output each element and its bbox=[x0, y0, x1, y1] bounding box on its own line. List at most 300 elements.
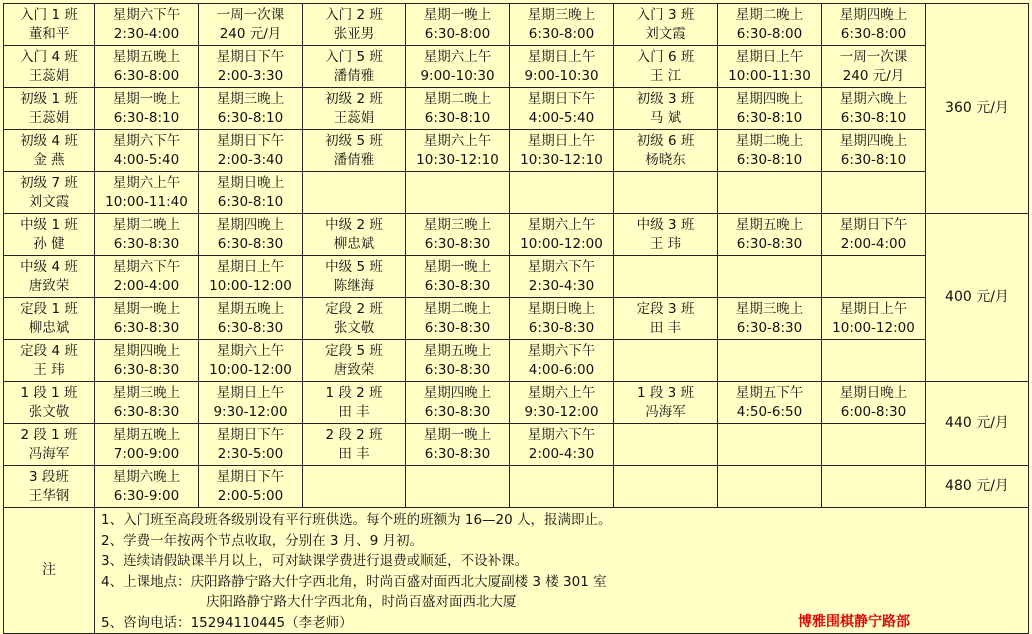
weekday-slot: 星期五下午 bbox=[735, 384, 804, 401]
weekday-slot: 星期日上午 bbox=[735, 48, 804, 65]
time-range: 6:30-8:30 bbox=[424, 445, 491, 462]
time-range: 4:00-5:40 bbox=[113, 151, 180, 168]
schedule-row bbox=[4, 340, 1029, 382]
time-range: 10:30-12:10 bbox=[416, 151, 499, 168]
schedule-row bbox=[4, 172, 1029, 214]
time-cell bbox=[822, 424, 926, 466]
time-range: 9:30-12:00 bbox=[524, 403, 599, 420]
time-range: 6:30-8:30 bbox=[736, 235, 803, 252]
time-range: 2:00-4:00 bbox=[840, 235, 907, 252]
class-name: 中级 4 班 bbox=[20, 258, 78, 275]
weekday-slot: 星期六上午 bbox=[423, 48, 492, 65]
teacher-name: 潘倩雅 bbox=[333, 67, 375, 84]
time-range: 6:00-8:30 bbox=[840, 403, 907, 420]
weekday-slot: 一周一次课 bbox=[839, 48, 908, 65]
schedule-row bbox=[4, 382, 1029, 424]
time-range: 4:00-6:00 bbox=[528, 361, 595, 378]
time-cell bbox=[718, 88, 822, 130]
time-cell bbox=[718, 256, 822, 298]
class-cell bbox=[4, 382, 95, 424]
time-cell bbox=[406, 298, 510, 340]
schedule-row bbox=[4, 214, 1029, 256]
weekday-slot: 星期六下午 bbox=[527, 342, 596, 359]
schedule-row bbox=[4, 424, 1029, 466]
class-name: 入门 1 班 bbox=[20, 6, 78, 23]
time-cell bbox=[406, 382, 510, 424]
class-cell bbox=[614, 340, 718, 382]
class-cell bbox=[303, 4, 406, 46]
teacher-name: 王 江 bbox=[649, 67, 682, 84]
time-cell bbox=[510, 298, 614, 340]
time-range: 10:00-11:30 bbox=[728, 67, 811, 84]
weekday-slot: 星期二晚上 bbox=[735, 132, 804, 149]
note-line: 5、咨询电话：15294110445（李老师） bbox=[101, 614, 353, 631]
time-cell bbox=[510, 340, 614, 382]
time-cell bbox=[95, 88, 199, 130]
schedule-row bbox=[4, 298, 1029, 340]
class-cell bbox=[303, 214, 406, 256]
teacher-name: 唐致荣 bbox=[28, 277, 70, 294]
weekday-slot: 星期一晚上 bbox=[112, 300, 181, 317]
class-name: 中级 5 班 bbox=[325, 258, 383, 275]
weekday-slot: 星期五晚上 bbox=[112, 426, 181, 443]
teacher-name: 王蕊娟 bbox=[28, 109, 70, 126]
class-cell bbox=[614, 256, 718, 298]
teacher-name: 陈继海 bbox=[333, 277, 375, 294]
weekday-slot: 星期六晚上 bbox=[112, 468, 181, 485]
class-name: 3 段班 bbox=[29, 468, 69, 485]
weekday-slot: 星期日下午 bbox=[216, 468, 285, 485]
time-range: 2:00-3:40 bbox=[217, 151, 284, 168]
weekday-slot: 星期一晚上 bbox=[423, 6, 492, 23]
weekday-slot: 星期日上午 bbox=[839, 300, 908, 317]
note-line: 4、上课地点：庆阳路静宁路大什字西北角，时尚百盛对面西北大厦副楼 3 楼 301 室 bbox=[101, 573, 607, 590]
weekday-slot: 星期日晚上 bbox=[527, 300, 596, 317]
time-cell bbox=[199, 340, 303, 382]
time-range: 10:00-12:00 bbox=[832, 319, 915, 336]
note-line: 1、入门班至高段班各级别设有平行班供选。每个班的班额为 16—20 人，报满即止。 bbox=[101, 512, 612, 528]
class-name: 入门 5 班 bbox=[325, 48, 383, 65]
time-range: 240 元/月 bbox=[842, 67, 905, 84]
class-name: 1 段 3 班 bbox=[636, 384, 695, 401]
time-range: 6:30-8:10 bbox=[217, 193, 284, 210]
time-range: 2:00-5:00 bbox=[217, 487, 284, 504]
time-cell bbox=[95, 172, 199, 214]
weekday-slot: 星期六上午 bbox=[423, 132, 492, 149]
time-range: 9:30-12:00 bbox=[213, 403, 288, 420]
time-cell bbox=[406, 4, 510, 46]
class-name: 2 段 1 班 bbox=[20, 426, 78, 443]
teacher-name: 孙 健 bbox=[33, 235, 65, 252]
class-cell bbox=[303, 340, 406, 382]
class-name: 初级 5 班 bbox=[325, 132, 383, 149]
time-range: 6:30-8:30 bbox=[113, 319, 180, 336]
class-cell bbox=[4, 214, 95, 256]
class-name: 1 段 2 班 bbox=[325, 384, 383, 401]
schedule-row bbox=[4, 88, 1029, 130]
weekday-slot: 星期六下午 bbox=[527, 426, 596, 443]
time-cell bbox=[822, 46, 926, 88]
class-name: 中级 1 班 bbox=[20, 216, 78, 233]
class-name: 初级 7 班 bbox=[20, 174, 78, 191]
teacher-name: 刘文霞 bbox=[645, 25, 686, 42]
weekday-slot: 星期五晚上 bbox=[423, 342, 492, 359]
weekday-slot: 星期五晚上 bbox=[112, 48, 181, 65]
teacher-name: 柳忠斌 bbox=[333, 235, 375, 252]
time-range: 6:30-8:10 bbox=[424, 109, 491, 126]
weekday-slot: 星期一晚上 bbox=[112, 90, 181, 107]
note-line: 2、学费一年按两个节点收取，分别在 3 月、9 月初。 bbox=[101, 532, 424, 549]
time-range: 6:30-8:30 bbox=[113, 403, 180, 420]
weekday-slot: 星期二晚上 bbox=[423, 90, 492, 107]
class-cell bbox=[4, 298, 95, 340]
time-range: 6:30-8:30 bbox=[217, 235, 284, 252]
time-range: 6:30-8:30 bbox=[217, 319, 284, 336]
time-cell bbox=[199, 214, 303, 256]
time-range: 4:00-5:40 bbox=[528, 109, 595, 126]
monthly-price: 400 元/月 bbox=[926, 214, 1029, 382]
time-range: 6:30-8:30 bbox=[528, 319, 595, 336]
class-cell bbox=[4, 466, 95, 508]
weekday-slot: 星期日下午 bbox=[216, 426, 285, 443]
class-cell bbox=[303, 46, 406, 88]
time-range: 10:30-12:10 bbox=[520, 151, 603, 168]
class-name: 2 段 2 班 bbox=[325, 426, 383, 443]
weekday-slot: 一周一次课 bbox=[216, 6, 285, 23]
time-cell bbox=[199, 4, 303, 46]
class-cell bbox=[614, 382, 718, 424]
time-range: 10:00-12:00 bbox=[209, 361, 292, 378]
class-name: 初级 4 班 bbox=[20, 132, 78, 149]
time-range: 6:30-8:00 bbox=[424, 25, 491, 42]
class-cell bbox=[303, 256, 406, 298]
class-cell bbox=[614, 46, 718, 88]
time-cell bbox=[95, 382, 199, 424]
time-cell bbox=[718, 46, 822, 88]
weekday-slot: 星期六下午 bbox=[112, 132, 181, 149]
teacher-name: 潘倩雅 bbox=[333, 151, 375, 168]
class-cell bbox=[303, 298, 406, 340]
teacher-name: 金 燕 bbox=[33, 151, 65, 168]
class-name: 入门 4 班 bbox=[20, 48, 78, 65]
weekday-slot: 星期日下午 bbox=[216, 132, 285, 149]
time-cell bbox=[199, 424, 303, 466]
weekday-slot: 星期一晚上 bbox=[423, 258, 492, 275]
note-line: 3、连续请假缺课半月以上，可对缺课学费进行退费或顺延，不设补课。 bbox=[101, 553, 529, 569]
teacher-name: 刘文霞 bbox=[28, 193, 70, 210]
time-range: 6:30-8:30 bbox=[113, 235, 180, 252]
time-cell bbox=[718, 214, 822, 256]
teacher-name: 田 丰 bbox=[338, 445, 370, 462]
time-cell bbox=[510, 4, 614, 46]
class-cell bbox=[4, 172, 95, 214]
time-cell bbox=[95, 256, 199, 298]
class-name: 定段 2 班 bbox=[325, 300, 383, 317]
time-range: 6:30-8:00 bbox=[113, 67, 180, 84]
time-range: 2:00-4:00 bbox=[113, 277, 180, 294]
weekday-slot: 星期三晚上 bbox=[735, 300, 804, 317]
time-cell bbox=[822, 382, 926, 424]
time-cell bbox=[406, 88, 510, 130]
time-range: 6:30-8:10 bbox=[840, 109, 907, 126]
class-cell bbox=[614, 172, 718, 214]
time-range: 6:30-8:30 bbox=[424, 403, 491, 420]
time-cell bbox=[199, 382, 303, 424]
class-cell bbox=[4, 424, 95, 466]
class-cell bbox=[303, 172, 406, 214]
time-cell bbox=[822, 172, 926, 214]
weekday-slot: 星期六上午 bbox=[112, 174, 181, 191]
time-cell bbox=[95, 4, 199, 46]
time-cell bbox=[822, 340, 926, 382]
time-range: 6:30-9:00 bbox=[113, 487, 180, 504]
time-range: 9:00-10:30 bbox=[420, 67, 495, 84]
weekday-slot: 星期日下午 bbox=[527, 90, 596, 107]
time-cell bbox=[822, 130, 926, 172]
time-range: 9:00-10:30 bbox=[524, 67, 599, 84]
class-cell bbox=[303, 88, 406, 130]
class-cell bbox=[4, 4, 95, 46]
time-range: 6:30-8:10 bbox=[217, 109, 284, 126]
weekday-slot: 星期三晚上 bbox=[527, 6, 596, 23]
time-cell bbox=[406, 424, 510, 466]
class-cell bbox=[614, 88, 718, 130]
teacher-name: 张亚男 bbox=[333, 25, 375, 42]
time-cell bbox=[510, 130, 614, 172]
time-cell bbox=[95, 466, 199, 508]
time-cell bbox=[718, 4, 822, 46]
class-name: 入门 3 班 bbox=[636, 6, 695, 23]
class-name: 中级 3 班 bbox=[636, 216, 695, 233]
teacher-name: 张文敬 bbox=[333, 319, 375, 336]
time-range: 6:30-8:00 bbox=[840, 25, 907, 42]
time-cell bbox=[718, 298, 822, 340]
time-range: 2:00-4:30 bbox=[528, 445, 595, 462]
weekday-slot: 星期六上午 bbox=[527, 216, 596, 233]
time-cell bbox=[406, 214, 510, 256]
weekday-slot: 星期日晚上 bbox=[839, 384, 908, 401]
time-range: 10:00-12:00 bbox=[520, 235, 603, 252]
schedule-row bbox=[4, 256, 1029, 298]
time-cell bbox=[95, 214, 199, 256]
teacher-name: 唐致荣 bbox=[333, 361, 375, 378]
weekday-slot: 星期五晚上 bbox=[216, 300, 285, 317]
weekday-slot: 星期二晚上 bbox=[735, 6, 804, 23]
weekday-slot: 星期六下午 bbox=[112, 258, 181, 275]
time-range: 7:00-9:00 bbox=[113, 445, 180, 462]
class-cell bbox=[614, 466, 718, 508]
class-name: 1 段 1 班 bbox=[20, 384, 78, 401]
teacher-name: 冯海军 bbox=[645, 403, 686, 420]
weekday-slot: 星期四晚上 bbox=[735, 90, 804, 107]
class-cell bbox=[303, 466, 406, 508]
teacher-name: 董和平 bbox=[28, 25, 70, 42]
weekday-slot: 星期日上午 bbox=[216, 258, 285, 275]
time-cell bbox=[822, 298, 926, 340]
time-range: 6:30-8:00 bbox=[528, 25, 595, 42]
teacher-name: 王蕊娟 bbox=[28, 67, 70, 84]
class-name: 定段 3 班 bbox=[636, 300, 695, 317]
weekday-slot: 星期二晚上 bbox=[423, 300, 492, 317]
weekday-slot: 星期三晚上 bbox=[216, 90, 285, 107]
time-cell bbox=[510, 256, 614, 298]
time-cell bbox=[199, 130, 303, 172]
teacher-name: 田 丰 bbox=[338, 403, 370, 420]
time-cell bbox=[199, 46, 303, 88]
time-cell bbox=[718, 424, 822, 466]
time-cell bbox=[199, 256, 303, 298]
time-cell bbox=[199, 88, 303, 130]
time-range: 10:00-12:00 bbox=[209, 277, 292, 294]
weekday-slot: 星期日上午 bbox=[216, 384, 285, 401]
time-cell bbox=[822, 466, 926, 508]
class-name: 定段 5 班 bbox=[325, 342, 383, 359]
teacher-name: 杨晓东 bbox=[645, 151, 686, 168]
weekday-slot: 星期四晚上 bbox=[839, 132, 908, 149]
monthly-price: 360 元/月 bbox=[926, 4, 1029, 214]
time-cell bbox=[510, 172, 614, 214]
time-cell bbox=[406, 46, 510, 88]
organization-name: 博雅围棋静宁路部 bbox=[798, 613, 910, 630]
time-cell bbox=[95, 298, 199, 340]
weekday-slot: 星期一晚上 bbox=[423, 426, 492, 443]
weekday-slot: 星期日下午 bbox=[216, 48, 285, 65]
class-name: 入门 2 班 bbox=[325, 6, 383, 23]
class-cell bbox=[303, 382, 406, 424]
schedule-row bbox=[4, 46, 1029, 88]
teacher-name: 田 丰 bbox=[649, 319, 682, 336]
weekday-slot: 星期六晚上 bbox=[839, 90, 908, 107]
time-cell bbox=[822, 4, 926, 46]
time-range: 2:30-4:30 bbox=[528, 277, 595, 294]
time-cell bbox=[406, 172, 510, 214]
time-range: 2:30-5:00 bbox=[217, 445, 284, 462]
time-cell bbox=[822, 88, 926, 130]
time-range: 6:30-8:30 bbox=[424, 361, 491, 378]
time-cell bbox=[510, 382, 614, 424]
weekday-slot: 星期二晚上 bbox=[112, 216, 181, 233]
time-cell bbox=[718, 130, 822, 172]
class-cell bbox=[303, 424, 406, 466]
time-cell bbox=[95, 340, 199, 382]
class-cell bbox=[614, 4, 718, 46]
time-cell bbox=[718, 340, 822, 382]
notes-label: 注 bbox=[4, 508, 95, 634]
notes-content bbox=[95, 508, 1029, 634]
class-name: 中级 2 班 bbox=[325, 216, 383, 233]
weekday-slot: 星期日下午 bbox=[839, 216, 908, 233]
weekday-slot: 星期日上午 bbox=[527, 132, 596, 149]
time-range: 6:30-8:30 bbox=[424, 319, 491, 336]
weekday-slot: 星期三晚上 bbox=[423, 216, 492, 233]
weekday-slot: 星期四晚上 bbox=[216, 216, 285, 233]
class-cell bbox=[4, 88, 95, 130]
weekday-slot: 星期六下午 bbox=[112, 6, 181, 23]
time-cell bbox=[510, 214, 614, 256]
time-cell bbox=[510, 88, 614, 130]
weekday-slot: 星期四晚上 bbox=[112, 342, 181, 359]
monthly-price: 480 元/月 bbox=[926, 466, 1029, 508]
time-range: 6:30-8:30 bbox=[424, 277, 491, 294]
class-name: 初级 6 班 bbox=[636, 132, 695, 149]
teacher-name: 马 斌 bbox=[649, 109, 682, 126]
class-cell bbox=[4, 256, 95, 298]
class-schedule-table bbox=[3, 3, 1029, 634]
time-range: 6:30-8:30 bbox=[113, 361, 180, 378]
time-cell bbox=[718, 382, 822, 424]
class-name: 初级 3 班 bbox=[636, 90, 695, 107]
teacher-name: 冯海军 bbox=[28, 445, 70, 462]
time-range: 2:00-3:30 bbox=[217, 67, 284, 84]
time-range: 6:30-8:10 bbox=[840, 151, 907, 168]
teacher-name: 王 玮 bbox=[649, 235, 682, 252]
time-cell bbox=[718, 172, 822, 214]
weekday-slot: 星期三晚上 bbox=[112, 384, 181, 401]
time-range: 6:30-8:10 bbox=[113, 109, 180, 126]
teacher-name: 柳忠斌 bbox=[28, 319, 70, 336]
time-cell bbox=[822, 214, 926, 256]
time-cell bbox=[822, 256, 926, 298]
time-cell bbox=[199, 466, 303, 508]
weekday-slot: 星期六下午 bbox=[527, 258, 596, 275]
weekday-slot: 星期日上午 bbox=[527, 48, 596, 65]
time-range: 6:30-8:30 bbox=[424, 235, 491, 252]
class-name: 定段 4 班 bbox=[20, 342, 78, 359]
time-cell bbox=[95, 130, 199, 172]
weekday-slot: 星期日晚上 bbox=[216, 174, 285, 191]
time-cell bbox=[510, 424, 614, 466]
monthly-price: 440 元/月 bbox=[926, 382, 1029, 466]
class-name: 初级 2 班 bbox=[325, 90, 383, 107]
time-range: 10:00-11:40 bbox=[105, 193, 188, 210]
weekday-slot: 星期六上午 bbox=[216, 342, 285, 359]
schedule-row bbox=[4, 4, 1029, 46]
teacher-name: 王华钢 bbox=[28, 487, 70, 504]
time-range: 4:50-6:50 bbox=[736, 403, 803, 420]
weekday-slot: 星期四晚上 bbox=[423, 384, 492, 401]
class-cell bbox=[303, 130, 406, 172]
notes-row bbox=[4, 508, 1029, 634]
note-line: 庆阳路静宁路大什字西北角，时尚百盛对面西北大厦 bbox=[206, 594, 517, 610]
weekday-slot: 星期五晚上 bbox=[735, 216, 804, 233]
weekday-slot: 星期四晚上 bbox=[839, 6, 908, 23]
time-cell bbox=[406, 130, 510, 172]
class-name: 定段 1 班 bbox=[20, 300, 78, 317]
time-cell bbox=[406, 256, 510, 298]
time-cell bbox=[199, 172, 303, 214]
time-cell bbox=[95, 46, 199, 88]
time-range: 240 元/月 bbox=[219, 25, 282, 42]
time-cell bbox=[95, 424, 199, 466]
time-cell bbox=[510, 466, 614, 508]
time-range: 6:30-8:10 bbox=[736, 151, 803, 168]
class-cell bbox=[614, 424, 718, 466]
time-cell bbox=[199, 298, 303, 340]
class-cell bbox=[4, 46, 95, 88]
schedule-row bbox=[4, 466, 1029, 508]
time-range: 6:30-8:30 bbox=[736, 319, 803, 336]
time-cell bbox=[406, 340, 510, 382]
time-range: 2:30-4:00 bbox=[113, 25, 180, 42]
time-cell bbox=[510, 46, 614, 88]
class-cell bbox=[4, 130, 95, 172]
class-cell bbox=[614, 298, 718, 340]
teacher-name: 张文敬 bbox=[28, 403, 70, 420]
class-cell bbox=[614, 214, 718, 256]
time-range: 6:30-8:00 bbox=[736, 25, 803, 42]
schedule-row bbox=[4, 130, 1029, 172]
class-cell bbox=[614, 130, 718, 172]
